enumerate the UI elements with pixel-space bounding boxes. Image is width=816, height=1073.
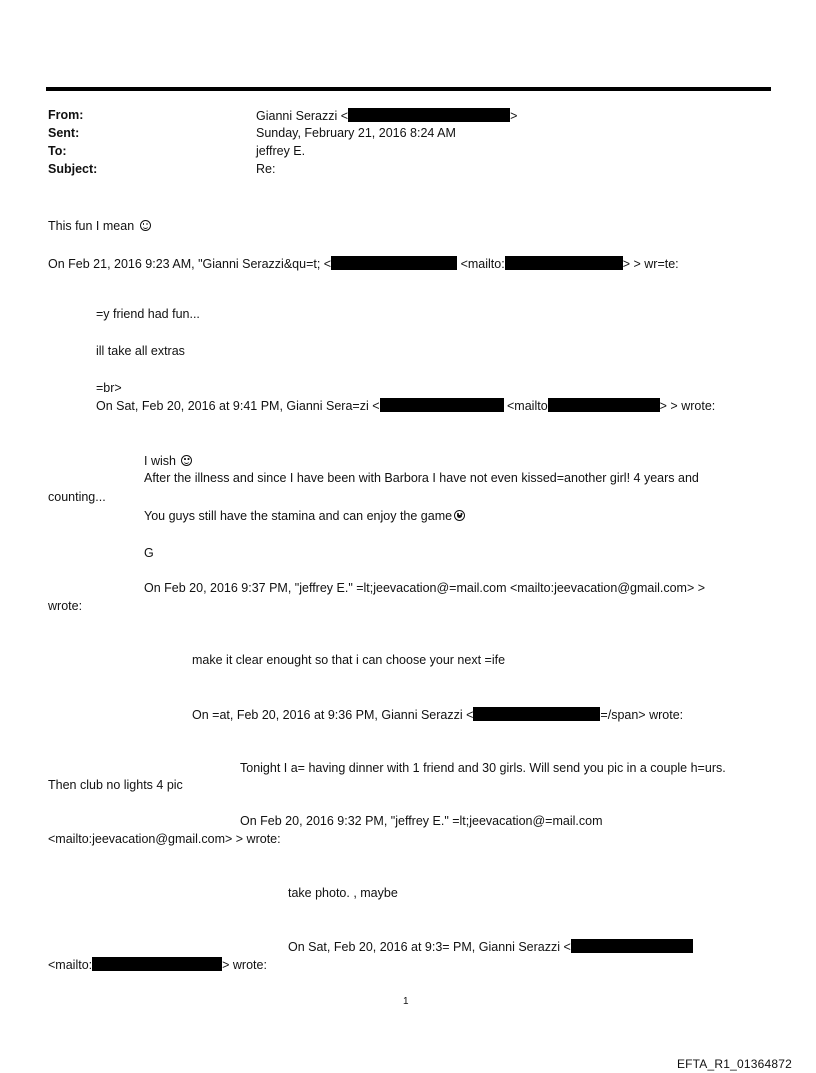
subject-label: Subject: xyxy=(48,162,98,176)
smiley-icon xyxy=(140,220,151,231)
body-line-8: After the illness and since I have been with Barbora I have not even kissed=another girl! 4 years and xyxy=(144,471,699,485)
quote-tail-text: =/span> wrote: xyxy=(600,708,684,722)
page-number: 1 xyxy=(403,996,409,1007)
quote-header-4 xyxy=(192,707,683,723)
quote-header-2 xyxy=(96,398,715,414)
redaction-box xyxy=(331,256,457,270)
redaction-box xyxy=(348,108,510,122)
to-value: jeffrey E. xyxy=(256,144,306,158)
from-value xyxy=(256,108,517,124)
body-line-17: Then club no lights 4 pic xyxy=(48,778,183,792)
body-line-3: =y friend had fun... xyxy=(96,307,200,321)
body-text: I wish xyxy=(144,454,176,468)
document-id: EFTA_R1_01364872 xyxy=(676,1057,792,1071)
header-rule xyxy=(46,87,771,91)
sent-value: Sunday, February 21, 2016 8:24 AM xyxy=(256,126,456,140)
quote-header-text: On Sat, Feb 20, 2016 at 9:41 PM, Gianni Sera=zi < xyxy=(96,399,380,413)
body-line-11: G xyxy=(144,546,154,560)
redaction-box xyxy=(473,707,600,721)
body-line-9: counting... xyxy=(48,490,106,504)
quote-header-text: On =at, Feb 20, 2016 at 9:36 PM, Gianni Serazzi < xyxy=(192,708,474,722)
mailto-text: <mailto: xyxy=(48,958,93,972)
subject-value: Re: xyxy=(256,162,276,176)
quote-header-text: On Feb 21, 2016 9:23 AM, "Gianni Serazzi&qu=t; < xyxy=(48,257,332,271)
quote-tail-text: > wrote: xyxy=(222,958,267,972)
quote-header-6 xyxy=(288,939,693,955)
body-line-7 xyxy=(144,454,192,469)
body-line-10 xyxy=(144,509,465,524)
quote-header-text: On Sat, Feb 20, 2016 at 9:3= PM, Gianni Serazzi < xyxy=(288,940,571,954)
sent-label: Sent: xyxy=(48,126,80,140)
body-text: You guys still have the stamina and can enjoy the game xyxy=(144,509,453,523)
grin-icon xyxy=(454,510,465,521)
redaction-box xyxy=(380,398,504,412)
body-line-20: take photo. , maybe xyxy=(288,886,398,900)
body-text: This fun I mean xyxy=(48,219,135,233)
quote-header-3-tail: wrote: xyxy=(48,599,83,613)
quote-header-5: On Feb 20, 2016 9:32 PM, "jeffrey E." =lt;jeevacation@=mail.com xyxy=(240,814,603,828)
quote-header-3: On Feb 20, 2016 9:37 PM, "jeffrey E." =lt;jeevacation@=mail.com <mailto:jeevacation@gmail.com> > xyxy=(144,581,706,595)
mailto-text: <mailto: xyxy=(460,257,505,271)
quote-header-5-tail: <mailto:jeevacation@gmail.com> > wrote: xyxy=(48,832,281,846)
body-line-14: make it clear enought so that i can choose your next =ife xyxy=(192,653,506,667)
body-line-1 xyxy=(48,219,151,234)
redaction-box xyxy=(505,256,623,270)
from-close: > xyxy=(510,109,518,123)
from-name: Gianni Serazzi < xyxy=(256,109,349,123)
redaction-box xyxy=(548,398,660,412)
from-label: From: xyxy=(48,108,84,122)
smiley-icon xyxy=(181,455,192,466)
redaction-box xyxy=(92,957,222,971)
mailto-text: <mailto xyxy=(507,399,548,413)
quote-tail-text: > > wr=te: xyxy=(622,257,679,271)
body-line-16: Tonight I a= having dinner with 1 friend and 30 girls. Will send you pic in a couple h=urs. xyxy=(240,761,726,775)
to-label: To: xyxy=(48,144,67,158)
quote-header-6-tail xyxy=(48,957,267,973)
body-line-4: ill take all extras xyxy=(96,344,185,358)
body-line-5: =br> xyxy=(96,381,122,395)
quote-tail-text: > > wrote: xyxy=(659,399,716,413)
redaction-box xyxy=(571,939,693,953)
quote-header-1 xyxy=(48,256,679,272)
